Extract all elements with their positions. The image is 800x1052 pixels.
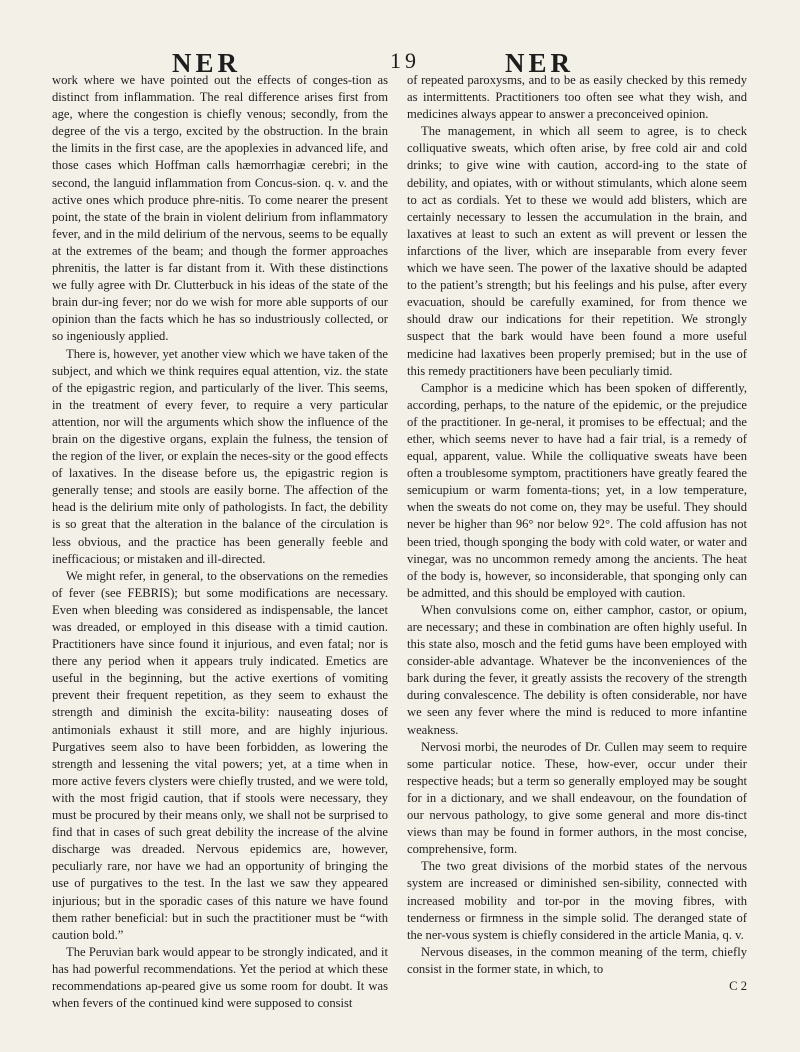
paragraph: There is, however, yet another view which we have taken of the subject, and which we think requires equal attention, viz. the state of the epigastric region, and particularly of the liver. This seems, in the treatment of every fever, to require a very particular attention, nor will the arguments which show the influence of the brain on the digestive organs, explain the fulness, the tension of the region of the liver, or explain the neces-sity or the good effects of laxatives. In the disease before us, the epigastric region is generally tense; and stools are easily borne. The affection of the head is the delirium mite only of pathologists. In fact, the debility is so great that the alteration in the balance of the circulation is less obvious, and the practice has been generally feeble and inefficacious; or mistaken and ill-directed. bbox=[52, 346, 388, 566]
header-left-word: NER bbox=[172, 48, 242, 78]
signature-mark: C 2 bbox=[729, 978, 747, 993]
header-right-word: NER bbox=[505, 48, 575, 78]
page-number: 19 bbox=[390, 48, 420, 73]
paragraph: Camphor is a medicine which has been spoken of differently, according, perhaps, to the nature of the epidemic, or the prejudice of the practitioner. In ge-neral, it promises to be effectual; and the ether, which seems never to have had a fair trial, is a remedy of equal, apparent, value. While the colliquative sweats have been often a troublesome symptom, practitioners have greatly feared the semicupium or warm fomenta-tions; yet, in a low temperature, when the sweats do not come on, they may be useful. They should never be higher than 96° nor below 92°. The cold affusion has not been tried, though sponging the body with cold water, or water and vinegar, was no uncommon remedy among the ancients. The heat of the body is, however, so inconsiderable, that sponging only can be admitted, and this should be employed with caution. bbox=[407, 380, 747, 600]
paragraph: The two great divisions of the morbid states of the nervous system are increased or diminished sen-sibility, connected with increased mobility and tor-por in the moving fibres, with tenderness or firmness in the simple solid. The deranged state of the ner-vous system is chiefly considered in the article Mania, q. v. bbox=[407, 859, 747, 942]
paragraph: We might refer, in general, to the observations on the remedies of fever (see FEBRIS); but some modifications are necessary. Even when bleeding was considered as indispensable, the lancet was dreaded, or employed in this disease with a timid caution. Practitioners have since found it injurious, and even fatal; nor is there any period when it appears truly indicated. Emetics are useful in the beginning, but the active exertions of vomiting prevent their frequent repetition, as they seem to exhaust the strength and diminish the excita-bility: nauseating doses of antimonials exhaust it still more, and are highly injurious. Purgatives seem also to have been forbidden, as lowering the strength and lessening the vital powers; yet, at a time when in more active fevers clysters were chiefly trusted, and we were told, with the most frigid caution, that if stools were necessary, they must be procured by their means only, we shall not be surprised to find that in cases of such great debility the increase of the alvine discharge was dreaded. Nervous epidemics are, however, peculiarly rare, nor have we had an opportunity of bringing the use of purgatives to the test. In the last we saw they appeared injurious; but in the sporadic cases of this nature we have found them rather beneficial: but in such the practitioner must be “with caution bold.” bbox=[52, 568, 388, 942]
paragraph: The management, in which all seem to agree, is to check colliquative sweats, which often arise, by free cold air and cold drinks; to give wine with caution, accord-ing to the state of debility, and opiates, with or without stimulants, which alone seem to act as cordials. Yet to these we would add blisters, which are certainly necessary to lessen the accumulation in the brain, and laxatives at least to such an extent as will prevent or lessen the infarctions of the liver, which are inseparable from every fever which we have seen. The power of the laxative should be adapted to the patient’s strength; but his feelings and his pulse, after every evacuation, should be carefully examined, for from thence we should draw our indications for their repetition. We strongly suspect that the bark would have been found a more useful medicine had laxatives been properly premised; but in the use of this remedy practitioners have been peculiarly timid. bbox=[407, 124, 747, 378]
paragraph: Nervous diseases, in the common meaning of the term, chiefly consist in the former state, in which, to bbox=[407, 944, 747, 976]
paragraph: of repeated paroxysms, and to be as easily checked by this remedy as intermittents. Practitioners too often see what they wish, and medicines always appear to answer a preconceived opinion. bbox=[407, 73, 747, 122]
right-column bbox=[407, 72, 747, 995]
paragraph: When convulsions come on, either camphor, castor, or opium, are necessary; and these in combination are often highly useful. In this state also, mosch and the fetid gums have been employed with consider-able advantage. Whatever be the inconveniences of the bark during the fever, it greatly assists the recovery of the strength during convalescence. The debility is often considerable, nor have we seen any fever where the mind is reduced to more infantine weakness. bbox=[407, 602, 747, 737]
paragraph: The Peruvian bark would appear to be strongly indicated, and it has had powerful recommendations. Yet the period at which these recommendations ap-peared give us some room for doubt. It was when fevers of the continued kind were supposed to consist bbox=[52, 944, 388, 1011]
paragraph: work where we have pointed out the effects of conges-tion as distinct from inflammation. The real difference arises first from age, where the congestion is chiefly venous; secondly, from the degree of the vis a tergo, excited by the obstruction. In the brain the limits in the first case, are the apoplexies in advanced life, and those cases which Hoffman calls hæmorrhagiæ cerebri; in the second, the languid inflammation from Concus-sion. q. v. and the active ones which produce phre-nitis. To come nearer the present point, the state of the brain in violent delirium from inflammatory fever, and in the mild delirium of the nervous, seems to be equally at the extremes of the beam; and though the former approaches phrenitis, the latter is far distant from it. With these distinctions we fully agree with Dr. Clutterbuck in his ideas of the state of the brain dur-ing fever; nor do we wish for more able supports of our opinion than the facts which he has so industriously collected, or so ingeniously applied. bbox=[52, 73, 388, 344]
left-column bbox=[52, 72, 388, 1012]
paragraph: Nervosi morbi, the neurodes of Dr. Cullen may seem to require some particular notice. These, how-ever, occur under their respective heads; but a term so generally employed may be sought for in a dictionary, and we shall endeavour, on the foundation of our nervous pathology, to give some general and more dis-tinct views than may be found in former authors, in the most concise, comprehensive, form. bbox=[407, 739, 747, 857]
